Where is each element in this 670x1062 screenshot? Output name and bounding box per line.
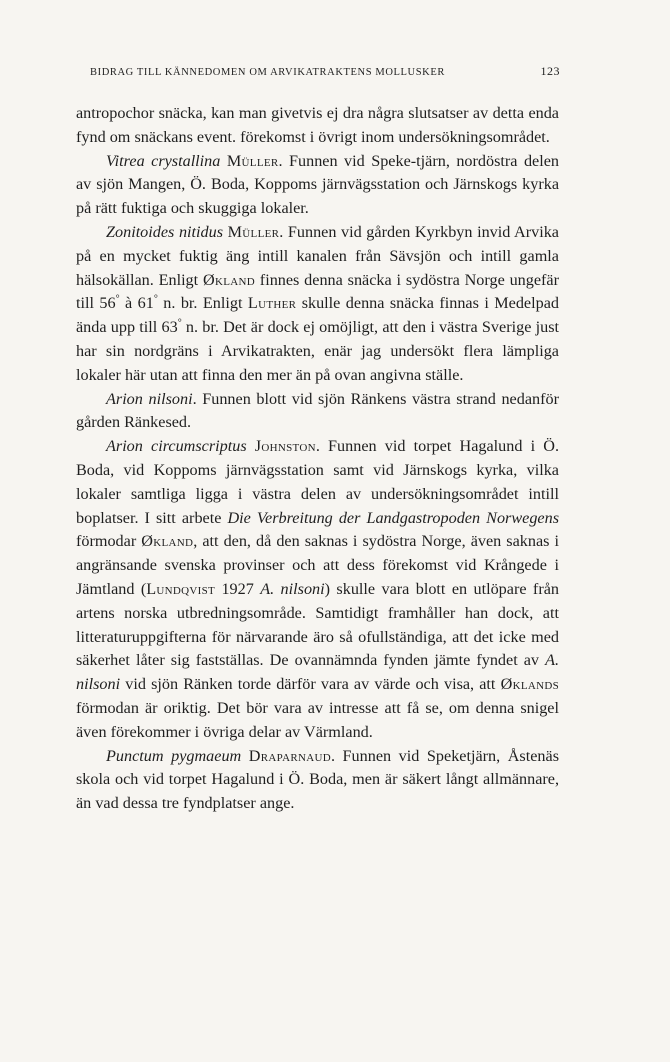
species-author: Müller	[226, 151, 279, 170]
author-citation: Økland	[141, 532, 194, 551]
entry-text: . Funnen vid Speketjärn, Åstenäs skola och vid torpet Hagalund i Ö. Boda, men är säkert långt allmännare, än vad dessa tre fyndplatser ange.	[76, 746, 559, 813]
running-header	[90, 64, 560, 79]
entry-text: skulle denna snäcka finnas i Medelpad ända upp till 63	[76, 294, 559, 337]
entry-text: finnes denna snäcka i sydöstra Norge ungefär till 56	[76, 270, 560, 313]
entry-text: n. br. Enligt	[157, 294, 248, 313]
entry-text: . Funnen vid gården Kyrkbyn invid Arvika på en mycket fuktig äng intill kanalen från Sävsjön och intill gamla hälsokällan. Enligt	[76, 222, 559, 289]
paragraph-continuation	[76, 102, 559, 150]
degree-sign: °	[115, 293, 120, 305]
entry-text: ) skulle vara blott en utlöpare från artens norska utbredningsområde. Samtidigt framhåller han dock, att litteraturuppgifterna för närvarande äro så ofullständiga, att det icke med säkerhet låter sig fastställas. De ovannämnda fynden jämte fyndet av	[76, 579, 559, 670]
species-name: Arion circumscriptus	[106, 437, 247, 456]
entry-text: à 61	[119, 294, 154, 313]
species-name: Vitrea crystallina	[106, 151, 221, 170]
species-author: Müller	[227, 222, 280, 241]
species-name: A. nilsoni	[76, 651, 559, 694]
degree-sign: °	[153, 293, 158, 305]
entry-text: . Funnen blott vid sjön Ränkens västra strand nedanför gården Ränkesed.	[76, 389, 559, 432]
author-citation: Luther	[247, 294, 297, 313]
entry-text: förmodan är oriktig. Det bör vara av intresse att få se, om denna snigel även förekommer i övriga delar av Värmland.	[76, 698, 559, 741]
degree-sign: °	[177, 317, 182, 329]
page-number: 123	[540, 64, 560, 78]
species-entry-punctum-pygmaeum	[76, 745, 559, 816]
species-author: Draparnaud	[248, 746, 331, 765]
author-citation: Lundqvist	[146, 579, 216, 598]
paragraph-text: antropochor snäcka, kan man givetvis ej dra några slutsatser av detta enda fynd om snäckans event. förekomst i övrigt inom undersökningsområdet.	[76, 104, 559, 146]
entry-text: , att den, då den saknas i sydöstra Norge, även saknas i angränsande svenska provinser och att dess förekomst vid Krångede i Jämtland (	[76, 532, 559, 598]
species-entry-arion-circumscriptus	[76, 435, 559, 744]
author-citation: Økland	[202, 270, 255, 289]
species-name: Arion nilsoni	[106, 389, 193, 408]
species-author: Johnston	[254, 437, 316, 456]
species-name: A. nilsoni	[260, 579, 325, 598]
species-entry-vitrea-crystallina	[76, 150, 559, 221]
species-name: Punctum pygmaeum	[106, 746, 242, 765]
entry-text: vid sjön Ränken torde därför vara av värde och visa, att	[120, 675, 501, 694]
entry-text: . Funnen vid torpet Hagalund i Ö. Boda, vid Koppoms järnvägsstation samt vid Järnskogs kyrka, vilka lokaler samtliga ligga i västra delen av undersökningsområdet intill boplatser. I sitt arbete	[76, 437, 559, 527]
entry-text: 1927	[215, 579, 261, 598]
species-entry-arion-nilsoni	[76, 388, 559, 436]
species-name: Zonitoides nitidus	[106, 222, 224, 241]
entry-text: . Funnen vid Speke-tjärn, nordöstra delen av sjön Mangen, Ö. Boda, Koppoms järnvägsstation och Järnskogs kyrka på rätt fuktiga och skuggiga lokaler.	[76, 151, 560, 218]
species-entry-zonitoides-nitidus	[76, 221, 559, 388]
body-text	[76, 102, 559, 816]
entry-text: förmodar	[76, 532, 142, 551]
cited-work-title: Die Verbreitung der Landgastropoden Norwegens	[227, 508, 559, 527]
author-citation: Øklands	[500, 675, 559, 694]
header-title: BIDRAG TILL KÄNNEDOMEN OM ARVIKATRAKTENS MOLLUSKER	[90, 67, 445, 78]
entry-text: n. br. Det är dock ej omöjligt, att den i västra Sverige just har sin nordgräns i Arvikatrakten, enär jag undersökt flera lämpliga lokaler här utan att finna den mer än på ovan angivna ställe.	[76, 318, 559, 384]
